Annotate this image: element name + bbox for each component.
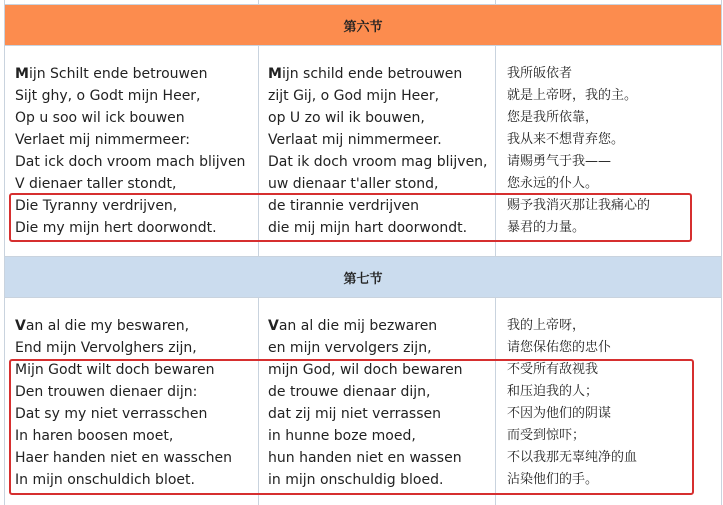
verse-line: 暴君的力量。 [507,220,586,235]
verse-line: Mijn Schilt ende betrouwen [15,66,208,82]
verse-line: 您永远的仆人。 [507,176,599,191]
verse-line: mijn God, wil doch bewaren [268,362,463,378]
verse-line: in hunne boze moed, [268,428,416,444]
verse-line: Dat sy my niet verrasschen [15,406,208,422]
verse-line: de tirannie verdrijven [268,198,419,214]
verse-line: en mijn vervolgers zijn, [268,340,432,356]
column-divider [495,0,496,5]
verse-line: de trouwe dienaar dijn, [268,384,431,400]
stanza-6-header: 第六节 [5,5,721,45]
verse-line: 沾染他们的手。 [507,472,599,487]
verse-line: Die my mijn hert doorwondt. [15,220,217,236]
verse-line: V dienaer taller stondt, [15,176,177,192]
verse-line: dat zij mij niet verrassen [268,406,441,422]
verse-line: uw dienaar t'aller stond, [268,176,439,192]
verse-line: 不因为他们的阴谋 [507,406,612,421]
row-divider [5,45,721,46]
verse-line: 不以我那无辜纯净的血 [507,450,638,465]
verse-line: hun handen niet en wassen [268,450,462,466]
verse-line: 就是上帝呀，我的主。 [507,88,638,103]
verse-line: Mijn Godt wilt doch bewaren [15,362,215,378]
verse-line: Dat ick doch vroom mach blijven [15,154,246,170]
verse-line: 请您保佑您的忠仆 [507,340,612,355]
verse-line: Haer handen niet en wasschen [15,450,232,466]
verse-line: Verlaat mij nimmermeer. [268,132,442,148]
verse-line: Dat ik doch vroom mag blijven, [268,154,488,170]
stanza-7-header: 第七节 [5,257,721,297]
verse-line: 您是我所依靠， [507,110,599,125]
highlight-box [9,359,694,495]
verse-line: Die Tyranny verdrijven, [15,198,178,214]
verse-line: Mijn schild ende betrouwen [268,66,463,82]
verse-line: Den trouwen dienaer dijn: [15,384,198,400]
verse-line: End mijn Vervolghers zijn, [15,340,197,356]
verse-line: Van al die my beswaren, [15,318,190,334]
verse-line: In mijn onschuldich bloet. [15,472,195,488]
verse-line: die mij mijn hart doorwondt. [268,220,468,236]
highlight-box [9,193,692,242]
verse-line: op U zo wil ik bouwen, [268,110,425,126]
verse-line: Van al die mij bezwaren [268,318,438,334]
verse-line: Verlaet mij nimmermeer: [15,132,190,148]
verse-line: in mijn onschuldig bloed. [268,472,444,488]
verse-line: In haren boosen moet, [15,428,174,444]
column-divider [258,0,259,5]
verse-line: 不受所有敌视我 [507,362,599,377]
verse-line: zijt Gij, o God mijn Heer, [268,88,440,104]
verse-line: Op u soo wil ick bouwen [15,110,185,126]
verse-line: 赐予我消灭那让我痛心的 [507,198,651,213]
verse-line: 我所皈依者 [507,66,573,81]
verse-line: 请赐勇气于我—— [507,154,612,169]
verse-line: Sijt ghy, o Godt mijn Heer, [15,88,201,104]
verse-line: 和压迫我的人； [507,384,599,399]
verse-line: 而受到惊吓； [507,428,586,443]
verse-line: 我的上帝呀， [507,318,586,333]
row-divider [5,297,721,298]
verse-line: 我从来不想背弃您。 [507,132,625,147]
